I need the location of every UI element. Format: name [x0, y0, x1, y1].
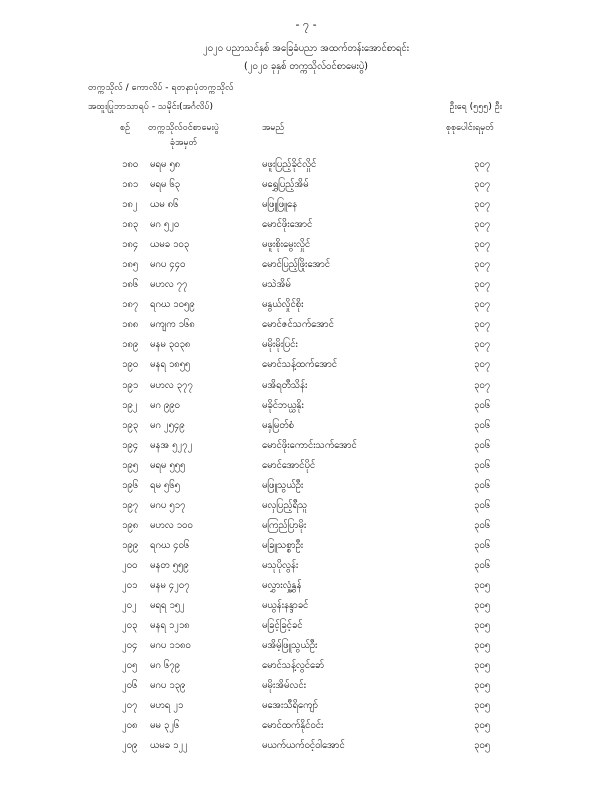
table-row — [0, 679, 612, 699]
roll-number: မဂ ၅၂၀ — [150, 219, 180, 231]
roll-number: မဟရ ၂၁ — [150, 700, 184, 712]
table-row — [0, 358, 612, 378]
table-row — [0, 238, 612, 258]
roll-number: မဂ ၂၅၄၉ — [150, 419, 185, 431]
row-number: ၂၀၃ — [122, 620, 138, 632]
student-name: မဖူးစိုးမွေးလှိုင် — [262, 239, 311, 251]
header-name: အမည် — [262, 123, 285, 133]
total-marks: ၃၀၇ — [474, 359, 491, 371]
table-row — [0, 659, 612, 679]
header-no: စဉ် — [120, 123, 131, 133]
header-total: စုစုပေါင်းရမှတ် — [446, 123, 495, 133]
total-marks: ၃၀၅ — [474, 660, 491, 672]
table-row — [0, 559, 612, 579]
row-number: ၁၉၁ — [122, 379, 139, 391]
row-number: ၂၀၉ — [122, 740, 138, 752]
roll-number: မဂပ ၅၁၇ — [150, 499, 186, 511]
table-row — [0, 579, 612, 599]
row-number: ၁၈၁ — [122, 179, 139, 191]
student-name: မအိရတီသိန်း — [262, 379, 308, 391]
total-marks: ၃၀၆ — [474, 399, 491, 411]
row-number: ၁၉၄ — [122, 439, 139, 451]
student-name: မလွှားလှုံ့နွှန် — [262, 579, 302, 591]
roll-number: မရရ ၁၅၂ — [150, 600, 185, 612]
table-row — [0, 619, 612, 639]
roll-number: မရမ ၆၃ — [150, 179, 181, 191]
row-number: ၁၈၃ — [122, 219, 139, 231]
roll-number: မရမ ၅၈ — [150, 159, 181, 170]
student-name: မကြည်ပြာမိုး — [262, 519, 307, 531]
student-name: မောင်ထက်နိုင်ဝင်း — [262, 720, 324, 732]
roll-number: ရဂဃ ၄၀၆ — [150, 539, 190, 551]
roll-number: မနမ ၄၂၀၇ — [150, 579, 190, 591]
student-name: မောင်သန့်လွင်ခော် — [262, 660, 325, 672]
page-number: - ၇ - — [295, 18, 317, 31]
row-number: ၁၉၆ — [122, 479, 139, 491]
student-name: မအေးသီရိကျော် — [262, 700, 318, 712]
student-name: မောင်အောင်ပိုင် — [262, 459, 316, 471]
roll-number: မနရ ၁၂၁၈ — [150, 620, 190, 632]
table-row — [0, 379, 612, 399]
total-marks: ၃၀၇ — [474, 319, 491, 331]
student-name: မဖူးပြည့်ခိုင်လှိုင် — [262, 159, 317, 170]
roll-number: မဂပ ၄၄၀ — [150, 259, 186, 271]
roll-number: မဂ ၆၇၉ — [150, 660, 180, 672]
total-marks: ၃၀၅ — [474, 640, 491, 652]
student-name: မောင်ဖိုးအောင် — [262, 219, 313, 231]
roll-number: ယမခ ၁၂၂ — [150, 740, 188, 752]
table-row — [0, 158, 612, 178]
student-name: မခိုင်ဘယ္ယနိုး — [262, 399, 304, 411]
row-number: ၁၈၄ — [122, 239, 139, 251]
row-number: ၂၀၅ — [122, 660, 138, 672]
student-name: မမိုးအိမ်လင်း — [262, 680, 307, 692]
header-roll: တက္ကသိုလ်ဝင်စာမေးပွဲ — [148, 123, 219, 133]
row-number: ၁၉၅ — [122, 459, 139, 471]
total-marks: ၃၀၇ — [474, 159, 491, 170]
total-marks: ၃၀၇ — [474, 259, 491, 271]
row-number: ၁၈၇ — [122, 299, 139, 311]
roll-number: ယမခ ၁၀၃ — [150, 239, 190, 251]
student-name: မောင်ပြည့်ဖြိုးအောင် — [262, 259, 331, 271]
total-marks: ၃၀၇ — [474, 179, 491, 191]
total-marks: ၃၀၇ — [474, 379, 491, 391]
header-roll-number: ခုံအမှတ် — [170, 138, 198, 148]
table-row — [0, 599, 612, 619]
total-marks: ၃၀၅ — [474, 680, 491, 692]
total-marks: ၃၀၅ — [474, 700, 491, 712]
row-number: ၁၈၂ — [122, 199, 138, 211]
student-name: မခြင့်ခြင့်ခင် — [262, 620, 303, 632]
row-number: ၂၀၆ — [122, 680, 138, 692]
roll-number: မကျက ၁၆၈ — [150, 319, 195, 331]
student-name: မောင်ဇင်သက်အောင် — [262, 319, 334, 331]
table-row — [0, 539, 612, 559]
student-name: မဖြူသွယ်ဦး — [262, 479, 304, 491]
student-name: မနွယ်လှိုင်စိုး — [262, 299, 304, 311]
total-marks: ၃၀၅ — [474, 740, 491, 752]
university-line: တက္ကသိုလ် / ကောလိပ် - ရတနာပုံတက္ကသိုလ် — [88, 83, 234, 93]
table-row — [0, 499, 612, 519]
row-number: ၁၉၃ — [122, 419, 139, 431]
student-name: မယက်ယက်ဝင့်ဝါအောင် — [262, 740, 345, 752]
table-row — [0, 439, 612, 459]
student-name: မနှမြတ်စံ — [262, 419, 294, 431]
total-marks: ၃၀၆ — [474, 459, 491, 471]
student-name: မခြူသစ္စာဦး — [262, 539, 304, 551]
table-row — [0, 178, 612, 198]
roll-number: မနရ ၁၈၅၅ — [150, 359, 191, 371]
roll-number: ရမ ၅၆၅ — [150, 479, 180, 491]
roll-number: မနအ ၅၂၇၂ — [150, 439, 193, 451]
document-title: ၂၀၂၀ ပညာသင်နှစ် အခြေခံပညာ အထက်တန်းအောင်စာရင်း — [203, 43, 409, 54]
row-number: ၁၈၅ — [122, 259, 139, 271]
row-number: ၂၀၂ — [122, 600, 137, 612]
roll-number: မဂ ၉၉၀ — [150, 399, 180, 411]
total-marks: ၃၀၆ — [474, 539, 491, 551]
total-marks: ၃၀၅ — [474, 720, 491, 732]
table-row — [0, 639, 612, 659]
row-number: ၂၀၄ — [122, 640, 138, 652]
row-number: ၁၉၀ — [122, 359, 139, 371]
total-marks: ၃၀၆ — [474, 559, 491, 571]
roll-number: မရမ ၅၅၅ — [150, 459, 186, 471]
student-name: မယွန်းနန္ဒာခင် — [262, 600, 309, 612]
table-row — [0, 419, 612, 439]
total-marks: ၃၀၅ — [474, 620, 491, 632]
student-name: မဖြူဖြူနေ — [262, 199, 298, 211]
row-number: ၁၉၈ — [122, 519, 139, 531]
major-line: အထူးပြုဘာသာရပ် - သမိုင်း(အင်္ဂလိပ်) — [88, 102, 214, 112]
table-row — [0, 198, 612, 218]
table-row — [0, 519, 612, 539]
total-marks: ၃၀၆ — [474, 479, 491, 491]
student-name: မအိမ့်ဖြူသွယ်ဦး — [262, 640, 318, 652]
roll-number: ယမ ၈၆ — [150, 199, 179, 211]
roll-number: မမ ၃၂၆ — [150, 720, 180, 732]
total-marks: ၃၀၇ — [474, 199, 491, 211]
row-number: ၁၈၆ — [122, 279, 139, 291]
table-row — [0, 338, 612, 358]
total-marks: ၃၀၅ — [474, 600, 491, 612]
row-number: ၁၈၉ — [122, 339, 139, 351]
row-number: ၂၀၇ — [122, 700, 138, 712]
total-marks: ၃၀၇ — [474, 339, 491, 351]
row-number: ၁၈၀ — [122, 159, 139, 170]
row-number: ၁၉၉ — [122, 539, 139, 551]
quota-line: ဦးရေ (၅၅၅) ဦး — [449, 102, 502, 112]
table-row — [0, 459, 612, 479]
roll-number: မဂပ ၁၁၈၀ — [150, 640, 191, 652]
student-name: မောင်ဖိုးကောင်းသက်အောင် — [262, 439, 357, 451]
student-name: မောင်သန့်ထက်အောင် — [262, 359, 338, 371]
table-row — [0, 739, 612, 759]
total-marks: ၃၀၇ — [474, 299, 491, 311]
roll-number: မဟလ ၃၇၇ — [150, 379, 193, 391]
table-row — [0, 318, 612, 338]
table-row — [0, 258, 612, 278]
row-number: ၁၉၇ — [122, 499, 139, 511]
roll-number: မဟလ ၇၇ — [150, 279, 188, 291]
student-name: မသုပိုလွန်း — [262, 559, 299, 571]
row-number: ၁၈၈ — [122, 319, 139, 331]
total-marks: ၃၀၇ — [474, 279, 491, 291]
row-number: ၂၀၈ — [122, 720, 138, 732]
total-marks: ၃၀၆ — [474, 519, 491, 531]
roll-number: ရဂဃ ၁၀၅၉ — [150, 299, 195, 311]
table-row — [0, 399, 612, 419]
table-row — [0, 218, 612, 238]
student-name: မမိုးမိုးပြင်း — [262, 339, 298, 351]
roll-number: မဂပ ၁၃၉ — [150, 680, 186, 692]
table-row — [0, 278, 612, 298]
total-marks: ၃၀၆ — [474, 419, 491, 431]
row-number: ၂၀၁ — [122, 579, 138, 591]
document-subtitle: (၂၀၂၀ ခုနှစ် တက္ကသိုလ်ဝင်စာမေးပွဲ) — [244, 61, 368, 72]
total-marks: ၃၀၇ — [474, 219, 491, 231]
roll-number: မနမ ၃၀၃၈ — [150, 339, 191, 351]
total-marks: ၃၀၅ — [474, 579, 491, 591]
student-name: မလှပြည့်ရီသူ — [262, 499, 308, 511]
roll-number: မနတ ၅၅၉ — [150, 559, 189, 571]
total-marks: ၃၀၇ — [474, 239, 491, 251]
table-row — [0, 699, 612, 719]
results-table — [0, 158, 612, 759]
table-row — [0, 298, 612, 318]
roll-number: မဟလ ၁၀၀ — [150, 519, 193, 531]
total-marks: ၃၀၆ — [474, 499, 491, 511]
row-number: ၂၀၀ — [122, 559, 138, 571]
student-name: မရွှေပြည့်အိမ် — [262, 179, 309, 191]
table-row — [0, 479, 612, 499]
student-name: မသဲအိမ် — [262, 279, 291, 291]
total-marks: ၃၀၆ — [474, 439, 491, 451]
table-row — [0, 719, 612, 739]
row-number: ၁၉၂ — [122, 399, 138, 411]
